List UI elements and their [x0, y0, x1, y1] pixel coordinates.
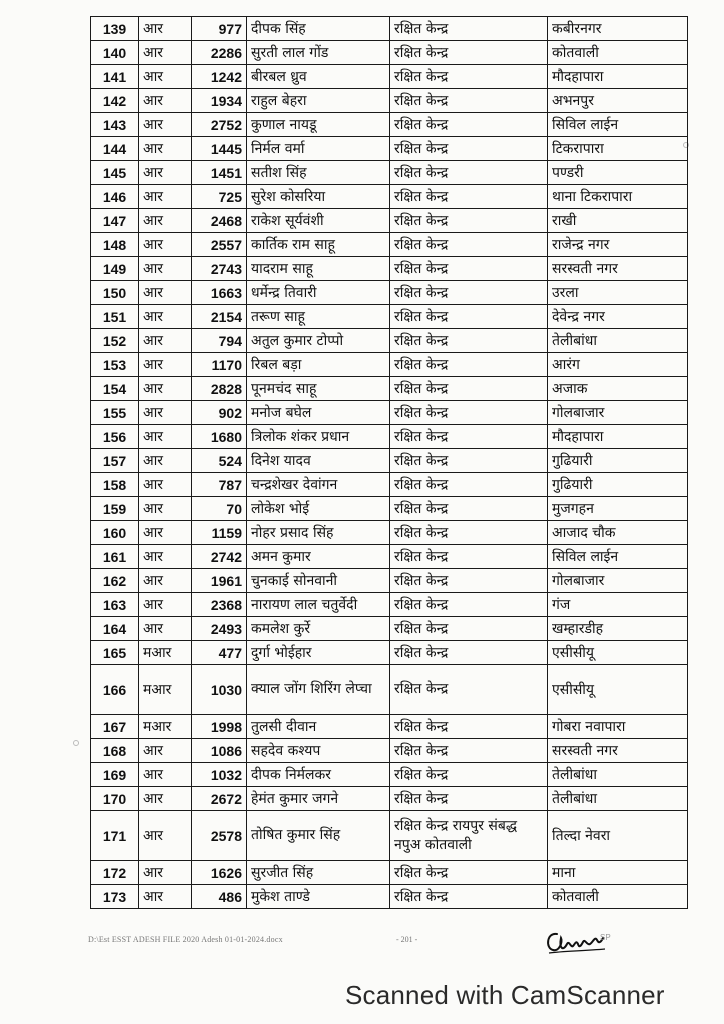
signature-mark: SP — [600, 933, 611, 942]
serial-number-cell: 156 — [91, 425, 139, 449]
badge-number-cell: 725 — [192, 185, 247, 209]
station-cell: थाना टिकरापारा — [548, 185, 688, 209]
posted-at-cell: रक्षित केन्द्र — [390, 161, 548, 185]
posted-at-cell: रक्षित केन्द्र — [390, 113, 548, 137]
badge-number-cell: 1961 — [192, 569, 247, 593]
table-row — [91, 161, 688, 185]
serial-number-cell: 164 — [91, 617, 139, 641]
badge-number-cell: 2742 — [192, 545, 247, 569]
badge-number-cell: 1032 — [192, 763, 247, 787]
rank-cell: आर — [139, 593, 192, 617]
name-cell: तोषित कुमार सिंह — [247, 811, 390, 861]
badge-number-cell: 1680 — [192, 425, 247, 449]
badge-number-cell: 2557 — [192, 233, 247, 257]
station-cell: माना — [548, 861, 688, 885]
table-row — [91, 89, 688, 113]
table-row — [91, 353, 688, 377]
station-cell: सिविल लाईन — [548, 545, 688, 569]
table-row — [91, 861, 688, 885]
posted-at-cell: रक्षित केन्द्र — [390, 353, 548, 377]
badge-number-cell: 2493 — [192, 617, 247, 641]
page-number: - 201 - — [396, 935, 418, 944]
table-row — [91, 739, 688, 763]
name-cell: मनोज बघेल — [247, 401, 390, 425]
rank-cell: आर — [139, 305, 192, 329]
posted-at-cell: रक्षित केन्द्र — [390, 739, 548, 763]
posted-at-cell: रक्षित केन्द्र — [390, 281, 548, 305]
serial-number-cell: 148 — [91, 233, 139, 257]
serial-number-cell: 166 — [91, 665, 139, 715]
rank-cell: मआर — [139, 641, 192, 665]
rank-cell: आर — [139, 449, 192, 473]
name-cell: तुलसी दीवान — [247, 715, 390, 739]
rank-cell: आर — [139, 545, 192, 569]
posted-at-cell: रक्षित केन्द्र — [390, 861, 548, 885]
name-cell: पूनमचंद साहू — [247, 377, 390, 401]
name-cell: सुरजीत सिंह — [247, 861, 390, 885]
posted-at-cell: रक्षित केन्द्र — [390, 305, 548, 329]
table-row — [91, 545, 688, 569]
station-cell: आरंग — [548, 353, 688, 377]
name-cell: दिनेश यादव — [247, 449, 390, 473]
badge-number-cell: 1159 — [192, 521, 247, 545]
rank-cell: आर — [139, 65, 192, 89]
serial-number-cell: 172 — [91, 861, 139, 885]
posted-at-cell: रक्षित केन्द्र — [390, 17, 548, 41]
badge-number-cell: 2672 — [192, 787, 247, 811]
serial-number-cell: 142 — [91, 89, 139, 113]
name-cell: हेमंत कुमार जगने — [247, 787, 390, 811]
table-row — [91, 281, 688, 305]
name-cell: चन्द्रशेखर देवांगन — [247, 473, 390, 497]
badge-number-cell: 486 — [192, 885, 247, 909]
rank-cell: आर — [139, 473, 192, 497]
rank-cell: आर — [139, 41, 192, 65]
badge-number-cell: 2368 — [192, 593, 247, 617]
serial-number-cell: 153 — [91, 353, 139, 377]
serial-number-cell: 154 — [91, 377, 139, 401]
serial-number-cell: 157 — [91, 449, 139, 473]
table-row — [91, 787, 688, 811]
rank-cell: आर — [139, 281, 192, 305]
rank-cell: आर — [139, 185, 192, 209]
station-cell: मौदहापारा — [548, 65, 688, 89]
name-cell: नारायण लाल चतुर्वेदी — [247, 593, 390, 617]
station-cell: आजाद चौक — [548, 521, 688, 545]
posted-at-cell: रक्षित केन्द्र — [390, 137, 548, 161]
serial-number-cell: 155 — [91, 401, 139, 425]
station-cell: गोलबाजार — [548, 569, 688, 593]
table-row — [91, 377, 688, 401]
rank-cell: आर — [139, 787, 192, 811]
badge-number-cell: 70 — [192, 497, 247, 521]
badge-number-cell: 1451 — [192, 161, 247, 185]
table-row — [91, 113, 688, 137]
station-cell: मौदहापारा — [548, 425, 688, 449]
rank-cell: मआर — [139, 665, 192, 715]
badge-number-cell: 2286 — [192, 41, 247, 65]
serial-number-cell: 150 — [91, 281, 139, 305]
serial-number-cell: 165 — [91, 641, 139, 665]
rank-cell: आर — [139, 811, 192, 861]
badge-number-cell: 1445 — [192, 137, 247, 161]
badge-number-cell: 787 — [192, 473, 247, 497]
posted-at-cell: रक्षित केन्द्र — [390, 497, 548, 521]
rank-cell: आर — [139, 209, 192, 233]
table-row — [91, 521, 688, 545]
table-row — [91, 425, 688, 449]
punch-hole-mark — [73, 740, 79, 746]
posted-at-cell: रक्षित केन्द्र — [390, 41, 548, 65]
serial-number-cell: 170 — [91, 787, 139, 811]
posting-table — [90, 16, 688, 909]
serial-number-cell: 145 — [91, 161, 139, 185]
serial-number-cell: 171 — [91, 811, 139, 861]
serial-number-cell: 161 — [91, 545, 139, 569]
rank-cell: आर — [139, 89, 192, 113]
rank-cell: आर — [139, 739, 192, 763]
table-row — [91, 641, 688, 665]
table-row — [91, 257, 688, 281]
rank-cell: मआर — [139, 715, 192, 739]
station-cell: सरस्वती नगर — [548, 739, 688, 763]
name-cell: रिबल बड़ा — [247, 353, 390, 377]
table-row — [91, 209, 688, 233]
table-row — [91, 885, 688, 909]
station-cell: खम्हारडीह — [548, 617, 688, 641]
posted-at-cell: रक्षित केन्द्र — [390, 569, 548, 593]
badge-number-cell: 1626 — [192, 861, 247, 885]
serial-number-cell: 163 — [91, 593, 139, 617]
station-cell: कोतवाली — [548, 41, 688, 65]
station-cell: एसीसीयू — [548, 641, 688, 665]
rank-cell: आर — [139, 617, 192, 641]
serial-number-cell: 169 — [91, 763, 139, 787]
signature-icon — [543, 926, 613, 960]
badge-number-cell: 1663 — [192, 281, 247, 305]
serial-number-cell: 139 — [91, 17, 139, 41]
posted-at-cell: रक्षित केन्द्र — [390, 425, 548, 449]
name-cell: अमन कुमार — [247, 545, 390, 569]
name-cell: क्याल जोंग शिरिंग लेप्चा — [247, 665, 390, 715]
rank-cell: आर — [139, 257, 192, 281]
name-cell: बीरबल ध्रुव — [247, 65, 390, 89]
table-row — [91, 305, 688, 329]
name-cell: दुर्गा भोईहार — [247, 641, 390, 665]
station-cell: देवेन्द्र नगर — [548, 305, 688, 329]
station-cell: गुढियारी — [548, 449, 688, 473]
rank-cell: आर — [139, 497, 192, 521]
station-cell: अजाक — [548, 377, 688, 401]
file-path-footer: D:\Est ESST ADESH FILE 2020 Adesh 01-01-2024.docx — [88, 935, 283, 944]
table-row — [91, 593, 688, 617]
name-cell: अतुल कुमार टोप्पो — [247, 329, 390, 353]
name-cell: दीपक निर्मलकर — [247, 763, 390, 787]
serial-number-cell: 152 — [91, 329, 139, 353]
serial-number-cell: 168 — [91, 739, 139, 763]
rank-cell: आर — [139, 425, 192, 449]
rank-cell: आर — [139, 377, 192, 401]
badge-number-cell: 477 — [192, 641, 247, 665]
badge-number-cell: 524 — [192, 449, 247, 473]
name-cell: राकेश सूर्यवंशी — [247, 209, 390, 233]
rank-cell: आर — [139, 569, 192, 593]
name-cell: यादराम साहू — [247, 257, 390, 281]
table-row — [91, 233, 688, 257]
station-cell: कोतवाली — [548, 885, 688, 909]
posted-at-cell: रक्षित केन्द्र रायपुर संबद्ध नपुअ कोतवाली — [390, 811, 548, 861]
serial-number-cell: 144 — [91, 137, 139, 161]
posted-at-cell: रक्षित केन्द्र — [390, 449, 548, 473]
badge-number-cell: 1086 — [192, 739, 247, 763]
serial-number-cell: 160 — [91, 521, 139, 545]
station-cell: सरस्वती नगर — [548, 257, 688, 281]
station-cell: अभनपुर — [548, 89, 688, 113]
posting-table-body — [91, 17, 688, 909]
station-cell: गंज — [548, 593, 688, 617]
posted-at-cell: रक्षित केन्द्र — [390, 89, 548, 113]
table-row — [91, 41, 688, 65]
station-cell: उरला — [548, 281, 688, 305]
table-row — [91, 617, 688, 641]
badge-number-cell: 1030 — [192, 665, 247, 715]
station-cell: राखी — [548, 209, 688, 233]
station-cell: गुढियारी — [548, 473, 688, 497]
posted-at-cell: रक्षित केन्द्र — [390, 233, 548, 257]
rank-cell: आर — [139, 161, 192, 185]
station-cell: पण्डरी — [548, 161, 688, 185]
badge-number-cell: 794 — [192, 329, 247, 353]
name-cell: चुनकाई सोनवानी — [247, 569, 390, 593]
serial-number-cell: 141 — [91, 65, 139, 89]
posted-at-cell: रक्षित केन्द्र — [390, 763, 548, 787]
table-row — [91, 665, 688, 715]
station-cell: गोबरा नवापारा — [548, 715, 688, 739]
table-row — [91, 65, 688, 89]
rank-cell: आर — [139, 861, 192, 885]
table-row — [91, 569, 688, 593]
posted-at-cell: रक्षित केन्द्र — [390, 401, 548, 425]
serial-number-cell: 149 — [91, 257, 139, 281]
rank-cell: आर — [139, 233, 192, 257]
badge-number-cell: 2743 — [192, 257, 247, 281]
station-cell: टिकरापारा — [548, 137, 688, 161]
posted-at-cell: रक्षित केन्द्र — [390, 593, 548, 617]
serial-number-cell: 146 — [91, 185, 139, 209]
table-row — [91, 329, 688, 353]
name-cell: सतीश सिंह — [247, 161, 390, 185]
name-cell: लोकेश भोई — [247, 497, 390, 521]
table-row — [91, 449, 688, 473]
name-cell: तरूण साहू — [247, 305, 390, 329]
serial-number-cell: 143 — [91, 113, 139, 137]
table-row — [91, 185, 688, 209]
table-row — [91, 811, 688, 861]
name-cell: राहुल बेहरा — [247, 89, 390, 113]
rank-cell: आर — [139, 329, 192, 353]
posted-at-cell: रक्षित केन्द्र — [390, 665, 548, 715]
serial-number-cell: 158 — [91, 473, 139, 497]
station-cell: एसीसीयू — [548, 665, 688, 715]
posted-at-cell: रक्षित केन्द्र — [390, 885, 548, 909]
station-cell: तिल्दा नेवरा — [548, 811, 688, 861]
table-row — [91, 473, 688, 497]
badge-number-cell: 2468 — [192, 209, 247, 233]
posted-at-cell: रक्षित केन्द्र — [390, 377, 548, 401]
serial-number-cell: 162 — [91, 569, 139, 593]
name-cell: नोहर प्रसाद सिंह — [247, 521, 390, 545]
table-row — [91, 137, 688, 161]
posted-at-cell: रक्षित केन्द्र — [390, 209, 548, 233]
posted-at-cell: रक्षित केन्द्र — [390, 787, 548, 811]
station-cell: राजेन्द्र नगर — [548, 233, 688, 257]
badge-number-cell: 977 — [192, 17, 247, 41]
badge-number-cell: 2154 — [192, 305, 247, 329]
badge-number-cell: 1242 — [192, 65, 247, 89]
name-cell: सुरती लाल गोंड — [247, 41, 390, 65]
posted-at-cell: रक्षित केन्द्र — [390, 329, 548, 353]
posted-at-cell: रक्षित केन्द्र — [390, 617, 548, 641]
badge-number-cell: 1934 — [192, 89, 247, 113]
table-row — [91, 497, 688, 521]
rank-cell: आर — [139, 401, 192, 425]
station-cell: तेलीबांधा — [548, 329, 688, 353]
table-row — [91, 401, 688, 425]
badge-number-cell: 902 — [192, 401, 247, 425]
badge-number-cell: 2828 — [192, 377, 247, 401]
posted-at-cell: रक्षित केन्द्र — [390, 715, 548, 739]
rank-cell: आर — [139, 17, 192, 41]
station-cell: गोलबाजार — [548, 401, 688, 425]
rank-cell: आर — [139, 763, 192, 787]
rank-cell: आर — [139, 137, 192, 161]
table-row — [91, 763, 688, 787]
serial-number-cell: 147 — [91, 209, 139, 233]
serial-number-cell: 173 — [91, 885, 139, 909]
serial-number-cell: 167 — [91, 715, 139, 739]
rank-cell: आर — [139, 353, 192, 377]
station-cell: तेलीबांधा — [548, 763, 688, 787]
serial-number-cell: 140 — [91, 41, 139, 65]
station-cell: तेलीबांधा — [548, 787, 688, 811]
posted-at-cell: रक्षित केन्द्र — [390, 641, 548, 665]
camscanner-watermark: Scanned with CamScanner — [345, 980, 665, 1010]
table-row — [91, 17, 688, 41]
name-cell: कार्तिक राम साहू — [247, 233, 390, 257]
posted-at-cell: रक्षित केन्द्र — [390, 473, 548, 497]
name-cell: सहदेव कश्यप — [247, 739, 390, 763]
badge-number-cell: 1170 — [192, 353, 247, 377]
name-cell: धर्मेन्द्र तिवारी — [247, 281, 390, 305]
name-cell: दीपक सिंह — [247, 17, 390, 41]
badge-number-cell: 2752 — [192, 113, 247, 137]
station-cell: सिविल लाईन — [548, 113, 688, 137]
name-cell: सुरेश कोसरिया — [247, 185, 390, 209]
rank-cell: आर — [139, 113, 192, 137]
name-cell: निर्मल वर्मा — [247, 137, 390, 161]
posted-at-cell: रक्षित केन्द्र — [390, 257, 548, 281]
station-cell: मुजगहन — [548, 497, 688, 521]
name-cell: कुणाल नायडू — [247, 113, 390, 137]
name-cell: कमलेश कुर्रे — [247, 617, 390, 641]
rank-cell: आर — [139, 521, 192, 545]
name-cell: त्रिलोक शंकर प्रधान — [247, 425, 390, 449]
name-cell: मुकेश ताण्डे — [247, 885, 390, 909]
posted-at-cell: रक्षित केन्द्र — [390, 185, 548, 209]
badge-number-cell: 2578 — [192, 811, 247, 861]
serial-number-cell: 159 — [91, 497, 139, 521]
badge-number-cell: 1998 — [192, 715, 247, 739]
table-row — [91, 715, 688, 739]
posted-at-cell: रक्षित केन्द्र — [390, 545, 548, 569]
posted-at-cell: रक्षित केन्द्र — [390, 65, 548, 89]
posted-at-cell: रक्षित केन्द्र — [390, 521, 548, 545]
station-cell: कबीरनगर — [548, 17, 688, 41]
rank-cell: आर — [139, 885, 192, 909]
serial-number-cell: 151 — [91, 305, 139, 329]
